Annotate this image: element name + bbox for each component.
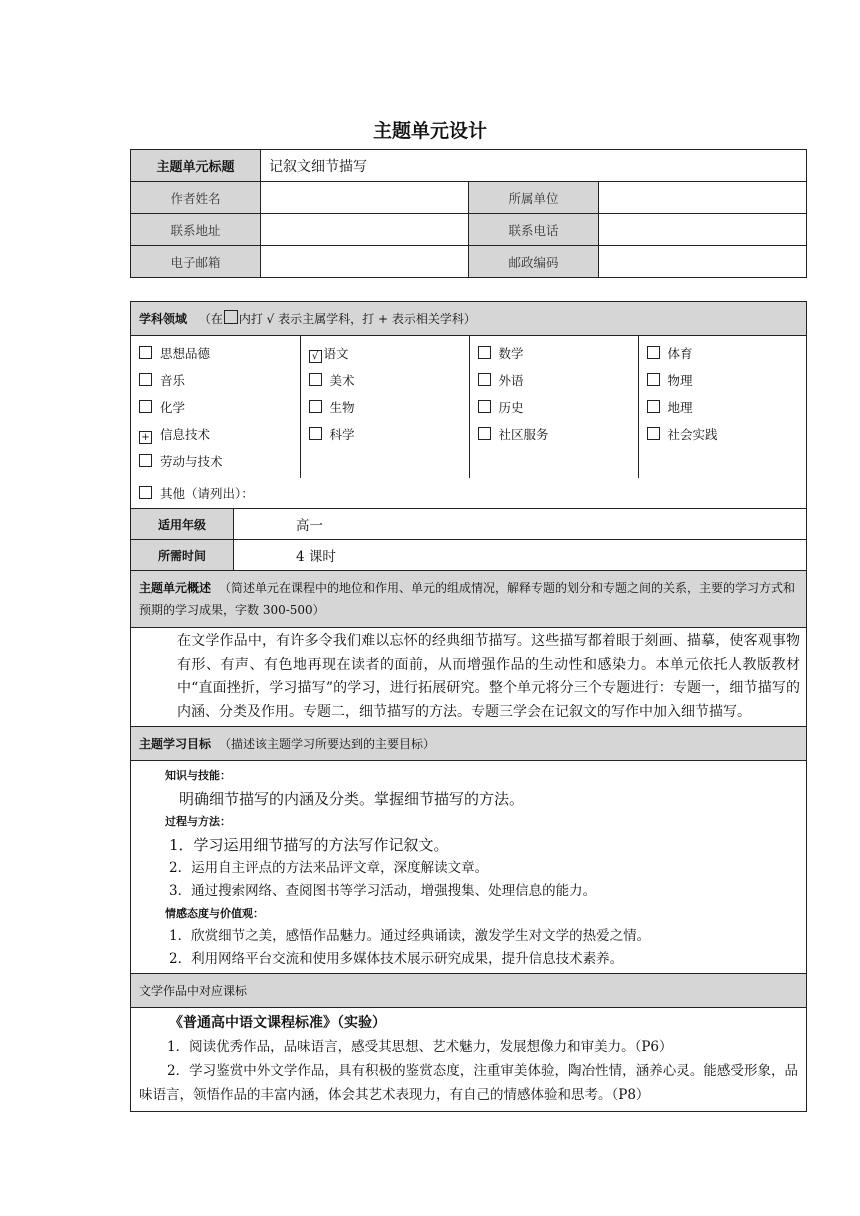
subject-label: 物理 <box>667 373 693 388</box>
subject-item[interactable] <box>478 394 638 421</box>
subject-column-4 <box>638 336 807 478</box>
checkbox-icon[interactable] <box>478 427 491 440</box>
address-field[interactable] <box>261 214 469 246</box>
checkbox-icon[interactable] <box>478 373 491 386</box>
author-label: 作者姓名 <box>131 182 261 214</box>
knowledge-text: 明确细节描写的内涵及分类。掌握细节描写的方法。 <box>179 790 525 808</box>
subject-column-2 <box>300 336 469 478</box>
subject-item[interactable] <box>139 421 300 448</box>
subject-item[interactable] <box>478 340 638 367</box>
subject-column-3 <box>469 336 638 478</box>
checkbox-icon[interactable] <box>139 486 152 499</box>
subject-item[interactable] <box>309 421 469 448</box>
emotion-item: 1．欣赏细节之美，感悟作品魅力。通过经典诵读，激发学生对文学的热爱之情。 <box>169 928 651 944</box>
standard-heading: 《普通高中语文课程标准》（实验） <box>169 1015 386 1031</box>
subject-label: 社会实践 <box>667 427 718 442</box>
overview-note: （简述单元在课程中的地位和作用、单元的组成情况，解释专题的划分和专题之间的关系，主要的学习方式和预期的学习成果，字数 300-500） <box>139 581 796 617</box>
subject-label: 语文 <box>323 346 349 361</box>
subject-item[interactable] <box>139 367 300 394</box>
process-heading: 过程与方法： <box>165 815 231 828</box>
subject-header <box>131 302 807 336</box>
subject-label: 社区服务 <box>498 427 549 442</box>
subject-item[interactable] <box>309 340 469 367</box>
subject-label: 化学 <box>160 400 186 415</box>
time-value[interactable]: 4 课时 <box>234 540 807 571</box>
subject-item[interactable] <box>478 367 638 394</box>
topic-value[interactable]: 记叙文细节描写 <box>261 150 807 182</box>
emotion-item: 2．利用网络平台交流和使用多媒体技术展示研究成果，提升信息技术素养。 <box>169 951 624 967</box>
checkbox-icon[interactable]: + <box>139 431 152 444</box>
overview-text[interactable]: 在文学作品中，有许多令我们难以忘怀的经典细节描写。这些描写都着眼于刻画、描摹，使客观事物有形、有声、有色地再现在读者的面前，从而增强作品的生动性和感染力。本单元依托人教版教材中“直面挫折，学习描写”的学习，进行拓展研究。整个单元将分三个专题进行：专题一，细节描写的内涵、分类及作用。专题二，细节描写的方法。专题三学会在记叙文的写作中加入细节描写。 <box>131 628 807 727</box>
checkbox-icon[interactable] <box>139 373 152 386</box>
standard-body[interactable] <box>131 1008 807 1112</box>
process-item: 3．通过搜索网络、查阅图书等学习活动，增强搜集、处理信息的能力。 <box>169 883 597 899</box>
info-table <box>130 149 807 278</box>
overview-header <box>131 571 807 628</box>
subject-item[interactable] <box>647 421 808 448</box>
grade-label: 适用年级 <box>131 509 234 540</box>
subject-label: 地理 <box>667 400 693 415</box>
subject-header-label: 学科领域 <box>139 312 188 326</box>
standard-item: 1．阅读优秀作品，品味语言，感受其思想、艺术魅力，发展想像力和审美力。（P6） <box>167 1039 673 1055</box>
subject-label: 历史 <box>498 400 524 415</box>
process-item: 1．学习运用细节描写的方法写作记叙文。 <box>169 836 449 854</box>
checkbox-icon[interactable] <box>647 373 660 386</box>
knowledge-heading: 知识与技能： <box>165 769 231 782</box>
subject-item[interactable] <box>139 448 300 475</box>
subject-label: 劳动与技术 <box>160 454 223 469</box>
grade-value[interactable]: 高一 <box>234 509 807 540</box>
checkbox-icon[interactable] <box>309 373 322 386</box>
emotion-heading: 情感态度与价值观： <box>165 907 264 920</box>
subject-item[interactable] <box>139 394 300 421</box>
address-label: 联系地址 <box>131 214 261 246</box>
subject-label: 科学 <box>329 427 355 442</box>
goals-header <box>131 727 807 761</box>
subject-other[interactable] <box>131 478 807 509</box>
subject-item[interactable] <box>647 394 808 421</box>
postcode-field[interactable] <box>599 246 807 278</box>
subject-label: 数学 <box>498 346 524 361</box>
checkbox-icon[interactable] <box>647 400 660 413</box>
checkbox-icon[interactable] <box>309 427 322 440</box>
checkbox-icon <box>224 310 238 324</box>
subject-label: 思想品德 <box>160 346 211 361</box>
checkbox-icon[interactable] <box>139 346 152 359</box>
other-label: 其他（请列出）： <box>160 486 254 501</box>
author-field[interactable] <box>261 182 469 214</box>
standard-item: 2．学习鉴赏中外文学作品，具有积极的鉴赏态度，注重审美体验，陶冶性情，涵养心灵。能感受形象，品味语言，领悟作品的丰富内涵，体会其艺术表现力，有自己的情感体验和思考。（P8） <box>139 1063 799 1103</box>
checkbox-icon[interactable] <box>478 346 491 359</box>
time-label: 所需时间 <box>131 540 234 571</box>
postcode-label: 邮政编码 <box>469 246 599 278</box>
overview-label: 主题单元概述 <box>139 581 212 595</box>
subject-label: 美术 <box>329 373 355 388</box>
subject-label: 生物 <box>329 400 355 415</box>
design-table <box>130 301 807 1112</box>
subject-item[interactable] <box>647 340 808 367</box>
email-field[interactable] <box>261 246 469 278</box>
subject-item[interactable] <box>309 394 469 421</box>
checkbox-icon[interactable] <box>647 427 660 440</box>
goals-label: 主题学习目标 <box>139 737 212 751</box>
subject-header-note-pre: （在 <box>198 312 223 326</box>
email-label: 电子邮箱 <box>131 246 261 278</box>
subject-grid <box>131 336 807 479</box>
topic-label: 主题单元标题 <box>131 150 261 182</box>
standard-header: 文学作品中对应课标 <box>131 974 807 1008</box>
subject-label: 音乐 <box>160 373 186 388</box>
process-item: 2．运用自主评点的方法来品评文章，深度解读文章。 <box>169 860 489 876</box>
subject-header-note-post: 内打 √ 表示主属学科，打 + 表示相关学科） <box>238 312 476 326</box>
subject-label: 信息技术 <box>160 427 211 442</box>
subject-label: 体育 <box>667 346 693 361</box>
subject-item[interactable] <box>309 367 469 394</box>
checkbox-icon[interactable] <box>139 454 152 467</box>
phone-label: 联系电话 <box>469 214 599 246</box>
checkbox-icon[interactable]: √ <box>309 350 322 363</box>
checkbox-icon[interactable] <box>647 346 660 359</box>
goals-note: （描述该主题学习所要达到的主要目标） <box>219 737 436 751</box>
phone-field[interactable] <box>599 214 807 246</box>
unit-field[interactable] <box>599 182 807 214</box>
subject-item[interactable] <box>647 367 808 394</box>
page-title: 主题单元设计 <box>372 120 487 142</box>
subject-item[interactable] <box>139 340 300 367</box>
goals-body[interactable] <box>131 761 807 974</box>
checkbox-icon[interactable] <box>139 400 152 413</box>
unit-label: 所属单位 <box>469 182 599 214</box>
subject-column-1 <box>131 336 300 478</box>
subject-item[interactable] <box>478 421 638 448</box>
checkbox-icon[interactable] <box>309 400 322 413</box>
checkbox-icon[interactable] <box>478 400 491 413</box>
subject-label: 外语 <box>498 373 524 388</box>
